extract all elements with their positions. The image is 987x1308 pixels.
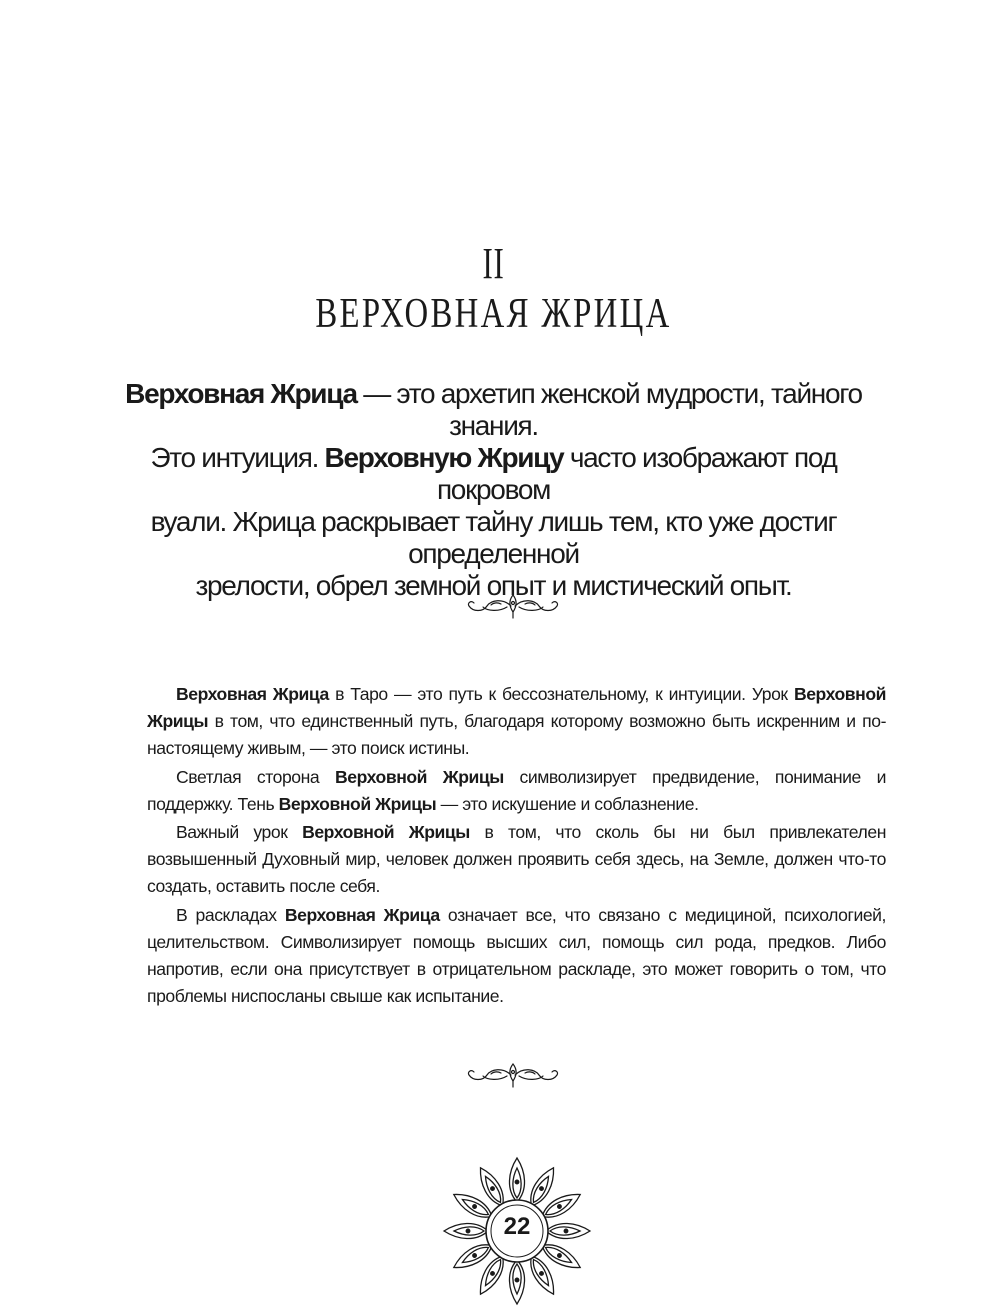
intro-line: Верховная Жрица — это архетип женской мудрости, тайного знания. [125, 378, 862, 441]
paragraph: Верховная Жрица в Таро — это путь к бессознательному, к интуиции. Урок Верховной Жрицы в том, что единственный путь, благодаря которому возможно быть искренним и по-настоящему живым, — это поиск истины. [147, 684, 886, 759]
flourish-divider-icon [463, 1061, 563, 1089]
body-text [147, 681, 886, 1010]
chapter-title: ВЕРХОВНАЯ ЖРИЦА [315, 291, 672, 337]
intro-line: вуали. Жрица раскрывает тайну лишь тем, кто уже достиг определенной [150, 506, 837, 569]
paragraph: Важный урок Верховной Жрицы в том, что сколь бы ни был привлекателен возвышенный Духовный мир, человек должен проявить себя здесь, на Земле, должен что-то создать, оставить после себя. [147, 822, 886, 897]
intro-line: зрелости, обрел земной опыт и мистический опыт. [195, 570, 792, 601]
flourish-divider-icon [463, 592, 563, 620]
chapter-numeral: II [482, 239, 505, 288]
page-number: 22 [503, 1213, 531, 1240]
paragraph: Светлая сторона Верховной Жрицы символизирует предвидение, понимание и поддержку. Тень Верховной Жрицы — это искушение и соблазнение. [147, 766, 886, 814]
intro-line: Это интуиция. Верховную Жрицу часто изображают под покровом [150, 442, 837, 505]
paragraph: В раскладах Верховная Жрица означает все, что связано с медициной, психологией, целительством. Символизирует помощь высших сил, помощь сил рода, предков. Либо напротив, если она присутствует в отрицательном раскладе, это может говорить о том, что проблемы ниспосланы свыше как испытание. [147, 904, 886, 1007]
intro-block [120, 378, 867, 602]
